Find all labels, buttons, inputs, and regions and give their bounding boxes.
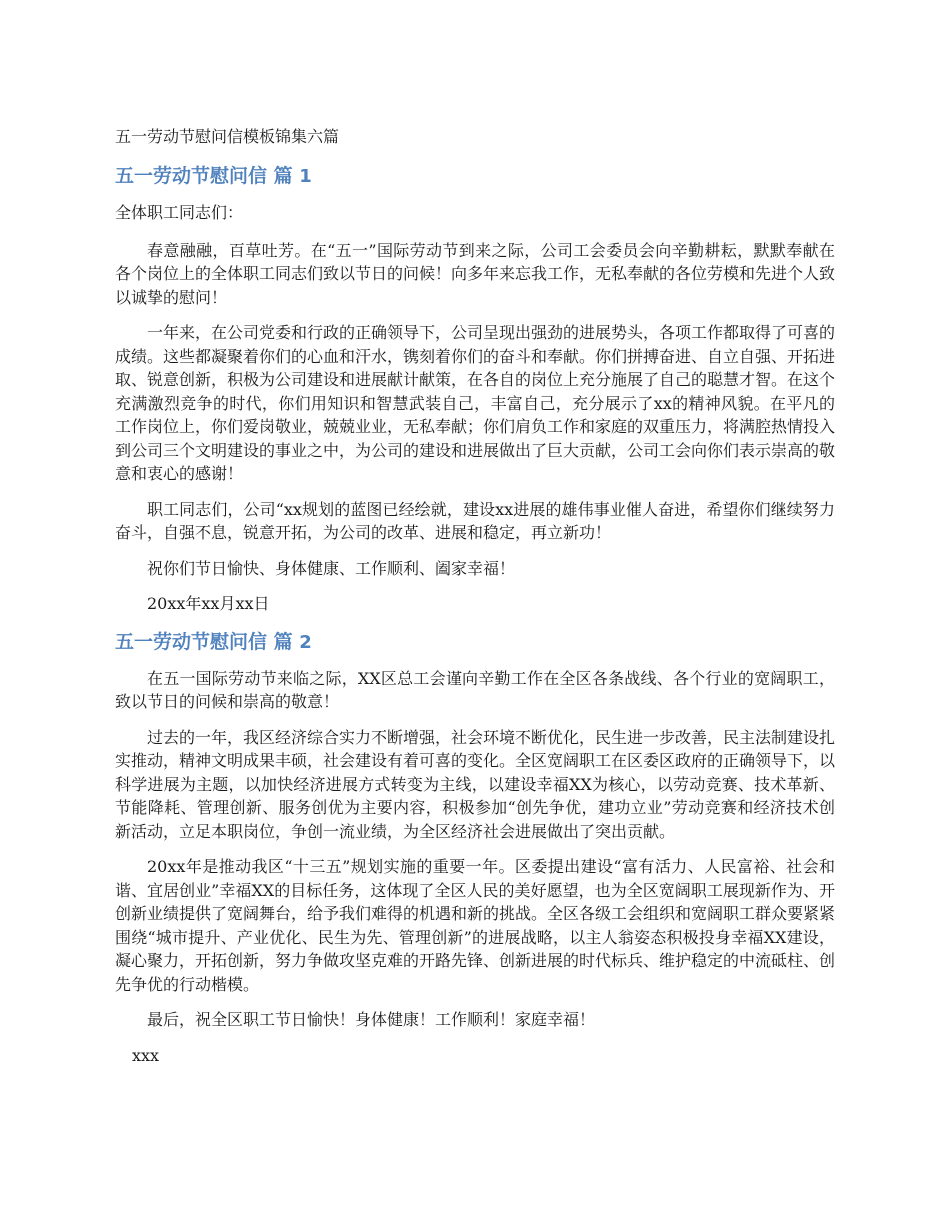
paragraph: 在五一国际劳动节来临之际，XX区总工会谨向辛勤工作在全区各条战线、各个行业的宽阔职工，致以节日的问候和崇高的敬意！ (115, 668, 835, 711)
section-heading-1 (115, 162, 835, 191)
salutation: 全体职工同志们： (115, 203, 244, 222)
paragraph: 过去的一年，我区经济综合实力不断增强，社会环境不断优化，民生进一步改善，民主法制建设扎实推动，精神文明成果丰硕，社会建设有着可喜的变化。全区宽阔职工在区委区政府的正确领导下，以科学进展为主题，以加快经济进展方式转变为主线，以建设幸福XX为核心，以劳动竞赛、技术革新、节能降耗、管理创新、服务创优为主要内容，积极参加“创先争优，建功立业”劳动竞赛和经济技术创新活动，立足本职岗位，争创一流业绩，为全区经济社会进展做出了突出贡献。 (115, 727, 836, 841)
section-heading-1-text: 五一劳动节慰问信 篇 (115, 165, 293, 187)
section-heading-1-number: 1 (299, 166, 312, 187)
document-page (115, 124, 835, 1068)
section-heading-2-text: 五一劳动节慰问信 篇 (115, 630, 293, 653)
section-heading-2 (115, 628, 835, 657)
section-heading-2-number: 2 (299, 631, 312, 653)
signature: xxx (132, 1045, 160, 1065)
paragraph: 职工同志们，公司“xx规划的蓝图已经绘就，建设xx进展的雄伟事业催人奋进，希望你们继续努力奋斗，自强不息，锐意开拓，为公司的改革、进展和稳定，再立新功！ (115, 499, 835, 542)
paragraph: 春意融融，百草吐芳。在“五一”国际劳动节到来之际，公司工会委员会向辛勤耕耘，默默奉献在各个岗位上的全体职工同志们致以节日的问候！向多年来忘我工作，无私奉献的各位劳模和先进个人致以诚挚的慰问！ (115, 240, 836, 307)
document-title: 五一劳动节慰问信模板锦集六篇 (115, 127, 340, 146)
paragraph: 一年来，在公司党委和行政的正确领导下，公司呈现出强劲的进展势头，各项工作都取得了可喜的成绩。这些都凝聚着你们的心血和汗水，镌刻着你们的奋斗和奉献。你们拼搏奋进、自立自强、开拓进取、锐意创新，积极为公司建设和进展献计献策，在各自的岗位上充分施展了自己的聪慧才智。在这个充满激烈竞争的时代，你们用知识和智慧武装自己，丰富自己，充分展示了xx的精神风貌。在平凡的工作岗位上，你们爱岗敬业，兢兢业业，无私奉献；你们肩负工作和家庭的双重压力，将满腔热情投入到公司三个文明建设的事业之中，为公司的建设和进展做出了巨大贡献，公司工会向你们表示崇高的敬意和衷心的感谢！ (115, 323, 836, 483)
letter-date: 20xx年xx月xx日 (147, 594, 270, 613)
paragraph: 祝你们节日愉快、身体健康、工作顺利、阖家幸福！ (147, 558, 516, 578)
paragraph: 20xx年是推动我区“十三五”规划实施的重要一年。区委提出建设“富有活力、人民富裕、社会和谐、宜居创业”幸福XX的目标任务，这体现了全区人民的美好愿望，也为全区宽阔职工展现新作为、开创新业绩提供了宽阔舞台，给予我们难得的机遇和新的挑战。全区各级工会组织和宽阔职工群众要紧紧围绕“城市提升、产业优化、民生为先、管理创新”的进展战略，以主人翁姿态积极投身幸福XX建设，凝心聚力，开拓创新，努力争做攻坚克难的开路先锋、创新进展的时代标兵、维护稳定的中流砥柱、创先争优的行动楷模。 (115, 857, 836, 994)
paragraph: 最后，祝全区职工节日愉快！身体健康！工作顺利！家庭幸福！ (147, 1010, 596, 1029)
